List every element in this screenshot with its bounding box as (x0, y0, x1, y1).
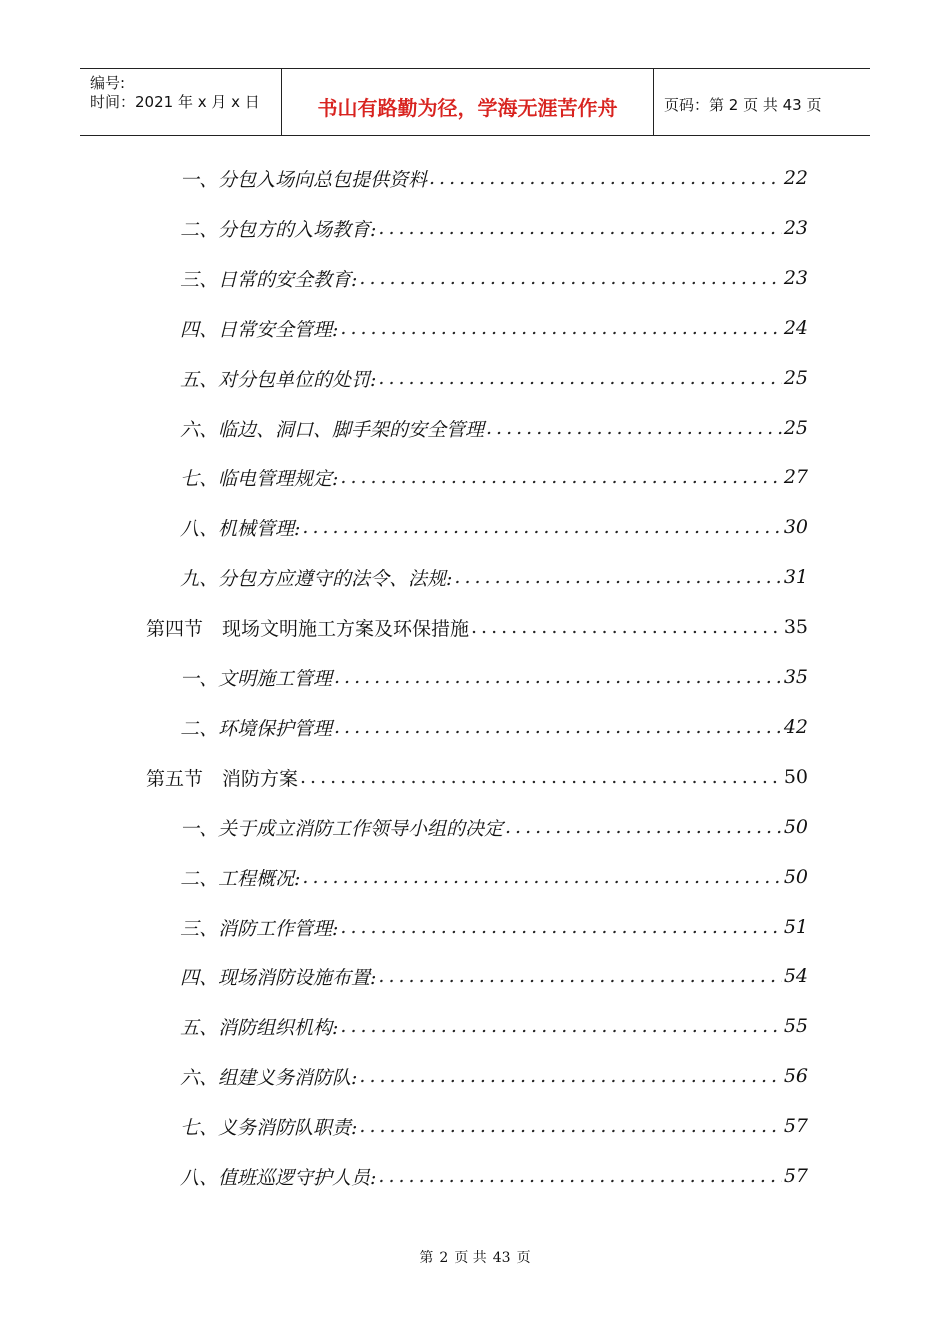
toc-leader-dots (340, 317, 781, 339)
toc-entry[interactable] (146, 759, 808, 795)
toc-entry-title: 二、分包方的入场教育: (180, 218, 377, 241)
toc-entry[interactable] (180, 459, 808, 495)
toc-entry-page: 22 (783, 167, 808, 189)
header-motto-cell (282, 69, 654, 135)
toc-entry-page: 24 (783, 317, 808, 339)
toc-leader-dots (378, 1165, 781, 1187)
toc-entry-title: 一、分包入场向总包提供资料 (180, 168, 428, 191)
toc-entry[interactable] (180, 659, 808, 695)
toc-leader-dots (334, 716, 782, 738)
toc-leader-dots (429, 167, 782, 189)
toc-entry-page: 56 (783, 1065, 808, 1087)
toc-entry[interactable] (180, 1008, 808, 1044)
toc-entry-title: 四、现场消防设施布置: (180, 966, 377, 989)
toc-entry-title: 第四节 现场文明施工方案及环保措施 (146, 617, 470, 640)
toc-leader-dots (340, 916, 781, 938)
toc-entry-page: 35 (783, 666, 808, 688)
toc-leader-dots (302, 516, 781, 538)
toc-entry-page: 51 (783, 916, 808, 938)
toc-leader-dots (471, 616, 782, 638)
toc-entry-title: 九、分包方应遵守的法令、法规: (180, 567, 453, 590)
toc-leader-dots (486, 417, 782, 439)
header-page-cell (654, 69, 870, 135)
toc-entry-title: 一、关于成立消防工作领导小组的决定 (180, 817, 504, 840)
toc-entry-page: 55 (783, 1015, 808, 1037)
toc-leader-dots (378, 217, 781, 239)
toc-entry[interactable] (180, 310, 808, 346)
toc-entry[interactable] (180, 509, 808, 545)
toc-leader-dots (378, 965, 781, 987)
toc-entry-title: 八、值班巡逻守护人员: (180, 1166, 377, 1189)
toc-leader-dots (359, 267, 781, 289)
toc-leader-dots (378, 367, 781, 389)
toc-entry-page: 50 (783, 816, 808, 838)
toc-entry[interactable] (180, 160, 808, 196)
toc-entry[interactable] (180, 410, 808, 446)
toc-entry[interactable] (180, 809, 808, 845)
toc-entry-title: 三、消防工作管理: (180, 917, 339, 940)
toc-leader-dots (340, 466, 781, 488)
toc-entry[interactable] (146, 609, 808, 645)
header-page-info: 页码：第 2 页 共 43 页 (664, 96, 822, 114)
toc-leader-dots (334, 666, 782, 688)
toc-entry-title: 二、环境保护管理 (180, 717, 333, 740)
header-meta-cell (80, 69, 282, 135)
toc-entry-page: 50 (783, 866, 808, 888)
footer-page-number: 2 (439, 1250, 449, 1266)
page-footer (0, 1247, 950, 1267)
toc-entry[interactable] (180, 210, 808, 246)
toc-entry[interactable] (180, 360, 808, 396)
footer-suffix: 页 (516, 1250, 531, 1266)
footer-prefix: 第 (419, 1250, 434, 1266)
toc-entry-page: 50 (783, 766, 808, 788)
toc-leader-dots (359, 1115, 781, 1137)
toc-entry-page: 27 (783, 466, 808, 488)
toc-entry[interactable] (180, 709, 808, 745)
toc-entry-page: 42 (783, 716, 808, 738)
toc-entry[interactable] (180, 909, 808, 945)
time-label: 时间：2021 年 x 月 x 日 (90, 93, 260, 111)
toc-leader-dots (340, 1015, 781, 1037)
toc-entry[interactable] (180, 1058, 808, 1094)
toc-entry-page: 35 (783, 616, 808, 638)
toc-leader-dots (302, 866, 781, 888)
toc-entry-page: 25 (783, 367, 808, 389)
toc-entry-title: 四、日常安全管理: (180, 318, 339, 341)
toc-entry-page: 23 (783, 217, 808, 239)
toc-entry[interactable] (180, 559, 808, 595)
toc-entry-title: 七、临电管理规定: (180, 467, 339, 490)
toc-entry-title: 一、文明施工管理 (180, 667, 333, 690)
toc-entry-page: 30 (783, 516, 808, 538)
toc-entry-title: 第五节 消防方案 (146, 767, 299, 790)
toc-entry-page: 57 (783, 1165, 808, 1187)
toc-entry[interactable] (180, 260, 808, 296)
toc-entry-title: 五、消防组织机构: (180, 1016, 339, 1039)
toc-leader-dots (454, 566, 781, 588)
footer-total-pages: 43 (492, 1250, 511, 1266)
toc-entry[interactable] (180, 859, 808, 895)
toc-entry-page: 31 (783, 566, 808, 588)
toc-leader-dots (300, 766, 782, 788)
toc-entry[interactable] (180, 958, 808, 994)
toc-entry-title: 二、工程概况: (180, 867, 301, 890)
toc-entry-title: 五、对分包单位的处罚: (180, 368, 377, 391)
page-header (80, 68, 870, 136)
toc-entry-title: 六、临边、洞口、脚手架的安全管理 (180, 418, 485, 441)
toc-entry-page: 23 (783, 267, 808, 289)
toc-entry[interactable] (180, 1158, 808, 1194)
footer-mid: 页 共 (454, 1250, 487, 1266)
toc-leader-dots (359, 1065, 781, 1087)
toc-entry[interactable] (180, 1108, 808, 1144)
toc-entry-page: 54 (783, 965, 808, 987)
toc-entry-title: 八、机械管理: (180, 517, 301, 540)
toc-entry-page: 25 (783, 417, 808, 439)
toc-entry-title: 三、日常的安全教育: (180, 268, 358, 291)
motto-text: 书山有路勤为径，学海无涯苦作舟 (317, 96, 618, 120)
toc-entry-title: 六、组建义务消防队: (180, 1066, 358, 1089)
toc-entry-title: 七、义务消防队职责: (180, 1116, 358, 1139)
serial-label: 编号: (90, 74, 126, 92)
toc-leader-dots (505, 816, 782, 838)
toc-entry-page: 57 (783, 1115, 808, 1137)
